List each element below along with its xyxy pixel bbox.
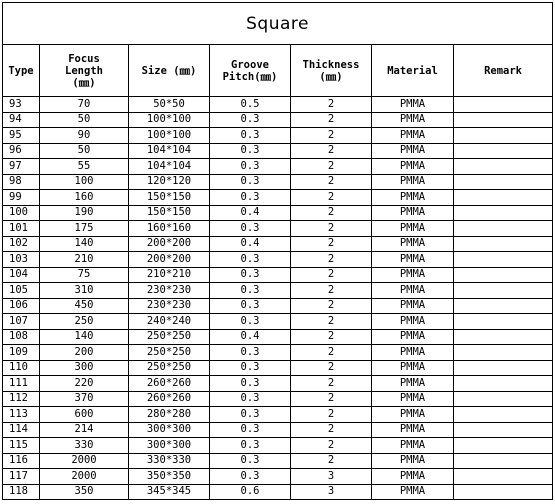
cell-remark (454, 143, 553, 159)
spec-sheet (2, 2, 552, 500)
cell-type: 98 (3, 174, 40, 190)
cell-type: 102 (3, 236, 40, 252)
cell-size: 330*330 (129, 453, 210, 469)
cell-thickness: 2 (291, 422, 372, 438)
cell-type: 106 (3, 298, 40, 314)
cell-focus-length: 330 (40, 438, 129, 454)
cell-type: 118 (3, 484, 40, 500)
cell-size: 104*104 (129, 143, 210, 159)
cell-focus-length: 100 (40, 174, 129, 190)
cell-remark (454, 438, 553, 454)
column-header-focus-length (40, 45, 129, 97)
column-header-type (3, 45, 40, 97)
table-row (3, 407, 553, 423)
column-header-line: Groove (231, 58, 269, 71)
square-lens-table (2, 2, 553, 500)
cell-size: 210*210 (129, 267, 210, 283)
cell-focus-length: 90 (40, 128, 129, 144)
cell-size: 100*100 (129, 112, 210, 128)
cell-focus-length: 350 (40, 484, 129, 500)
cell-thickness: 2 (291, 159, 372, 175)
cell-remark (454, 283, 553, 299)
cell-size: 150*150 (129, 190, 210, 206)
cell-remark (454, 422, 553, 438)
cell-material: PMMA (372, 252, 454, 268)
cell-remark (454, 469, 553, 485)
cell-thickness: 2 (291, 128, 372, 144)
cell-groove-pitch: 0.3 (210, 174, 291, 190)
cell-groove-pitch: 0.5 (210, 97, 291, 113)
cell-size: 230*230 (129, 298, 210, 314)
column-header-line: (㎜) (72, 76, 96, 89)
cell-remark (454, 345, 553, 361)
cell-type: 99 (3, 190, 40, 206)
cell-size: 260*260 (129, 376, 210, 392)
cell-type: 107 (3, 314, 40, 330)
cell-focus-length: 50 (40, 112, 129, 128)
cell-groove-pitch: 0.3 (210, 112, 291, 128)
table-body (3, 97, 553, 500)
cell-type: 101 (3, 221, 40, 237)
cell-material: PMMA (372, 267, 454, 283)
cell-focus-length: 2000 (40, 469, 129, 485)
table-row (3, 236, 553, 252)
cell-focus-length: 300 (40, 360, 129, 376)
cell-groove-pitch: 0.3 (210, 360, 291, 376)
cell-groove-pitch: 0.3 (210, 314, 291, 330)
cell-thickness: 2 (291, 174, 372, 190)
cell-size: 250*250 (129, 329, 210, 345)
cell-groove-pitch: 0.3 (210, 298, 291, 314)
table-row (3, 298, 553, 314)
table-row (3, 360, 553, 376)
cell-groove-pitch: 0.3 (210, 469, 291, 485)
table-row (3, 376, 553, 392)
cell-thickness: 2 (291, 438, 372, 454)
table-row (3, 345, 553, 361)
cell-thickness: 2 (291, 298, 372, 314)
cell-focus-length: 50 (40, 143, 129, 159)
cell-material: PMMA (372, 360, 454, 376)
cell-size: 100*100 (129, 128, 210, 144)
cell-type: 109 (3, 345, 40, 361)
table-row (3, 267, 553, 283)
cell-groove-pitch: 0.3 (210, 438, 291, 454)
cell-size: 250*250 (129, 345, 210, 361)
cell-thickness: 2 (291, 221, 372, 237)
cell-material: PMMA (372, 283, 454, 299)
cell-type: 93 (3, 97, 40, 113)
cell-material: PMMA (372, 314, 454, 330)
cell-remark (454, 360, 553, 376)
cell-groove-pitch: 0.3 (210, 391, 291, 407)
table-row (3, 128, 553, 144)
cell-remark (454, 190, 553, 206)
column-header-line: Type (8, 64, 34, 77)
cell-material: PMMA (372, 236, 454, 252)
cell-thickness: 2 (291, 97, 372, 113)
cell-remark (454, 128, 553, 144)
cell-thickness: 2 (291, 453, 372, 469)
cell-focus-length: 450 (40, 298, 129, 314)
cell-remark (454, 221, 553, 237)
table-title: Square (3, 3, 553, 45)
column-header-line: Pitch(㎜) (222, 70, 278, 83)
cell-focus-length: 70 (40, 97, 129, 113)
cell-material: PMMA (372, 422, 454, 438)
cell-thickness: 2 (291, 391, 372, 407)
column-header-line: Size (㎜) (141, 64, 197, 77)
cell-focus-length: 600 (40, 407, 129, 423)
cell-groove-pitch: 0.3 (210, 453, 291, 469)
cell-thickness: 2 (291, 205, 372, 221)
table-row (3, 190, 553, 206)
cell-focus-length: 2000 (40, 453, 129, 469)
cell-focus-length: 190 (40, 205, 129, 221)
table-row (3, 205, 553, 221)
cell-remark (454, 205, 553, 221)
cell-material: PMMA (372, 298, 454, 314)
cell-size: 150*150 (129, 205, 210, 221)
cell-thickness: 2 (291, 329, 372, 345)
column-header-line: Thickness (302, 58, 360, 71)
column-header-thickness (291, 45, 372, 97)
cell-material: PMMA (372, 174, 454, 190)
table-row (3, 422, 553, 438)
cell-remark (454, 298, 553, 314)
cell-type: 97 (3, 159, 40, 175)
cell-type: 100 (3, 205, 40, 221)
cell-size: 300*300 (129, 438, 210, 454)
cell-groove-pitch: 0.4 (210, 329, 291, 345)
table-row (3, 221, 553, 237)
cell-type: 114 (3, 422, 40, 438)
cell-size: 230*230 (129, 283, 210, 299)
cell-material: PMMA (372, 97, 454, 113)
cell-size: 160*160 (129, 221, 210, 237)
cell-size: 240*240 (129, 314, 210, 330)
cell-groove-pitch: 0.3 (210, 252, 291, 268)
cell-focus-length: 140 (40, 236, 129, 252)
header-row (3, 45, 553, 97)
cell-thickness: 2 (291, 314, 372, 330)
column-header-line: Remark (484, 64, 523, 77)
cell-thickness: 3 (291, 469, 372, 485)
cell-focus-length: 55 (40, 159, 129, 175)
table-row (3, 391, 553, 407)
cell-type: 116 (3, 453, 40, 469)
cell-type: 115 (3, 438, 40, 454)
cell-focus-length: 175 (40, 221, 129, 237)
table-row (3, 314, 553, 330)
cell-focus-length: 160 (40, 190, 129, 206)
cell-remark (454, 391, 553, 407)
cell-focus-length: 370 (40, 391, 129, 407)
cell-type: 96 (3, 143, 40, 159)
cell-remark (454, 267, 553, 283)
cell-material: PMMA (372, 453, 454, 469)
cell-focus-length: 250 (40, 314, 129, 330)
cell-focus-length: 200 (40, 345, 129, 361)
cell-groove-pitch: 0.3 (210, 345, 291, 361)
cell-type: 104 (3, 267, 40, 283)
cell-remark (454, 329, 553, 345)
table-row (3, 484, 553, 500)
cell-material: PMMA (372, 484, 454, 500)
cell-material: PMMA (372, 112, 454, 128)
cell-material: PMMA (372, 159, 454, 175)
column-header-line: (㎜) (319, 70, 343, 83)
cell-size: 260*260 (129, 391, 210, 407)
cell-type: 94 (3, 112, 40, 128)
cell-focus-length: 220 (40, 376, 129, 392)
cell-groove-pitch: 0.4 (210, 205, 291, 221)
cell-type: 112 (3, 391, 40, 407)
cell-remark (454, 159, 553, 175)
column-header-line: Material (387, 64, 438, 77)
cell-groove-pitch: 0.3 (210, 407, 291, 423)
cell-focus-length: 214 (40, 422, 129, 438)
cell-remark (454, 314, 553, 330)
cell-material: PMMA (372, 407, 454, 423)
cell-remark (454, 236, 553, 252)
cell-remark (454, 97, 553, 113)
cell-type: 113 (3, 407, 40, 423)
table-row (3, 159, 553, 175)
cell-remark (454, 407, 553, 423)
cell-groove-pitch: 0.3 (210, 128, 291, 144)
cell-material: PMMA (372, 345, 454, 361)
table-row (3, 97, 553, 113)
cell-groove-pitch: 0.3 (210, 283, 291, 299)
column-header-groove-pitch (210, 45, 291, 97)
cell-focus-length: 140 (40, 329, 129, 345)
cell-thickness: 2 (291, 252, 372, 268)
cell-groove-pitch: 0.3 (210, 267, 291, 283)
cell-groove-pitch: 0.6 (210, 484, 291, 500)
cell-focus-length: 210 (40, 252, 129, 268)
cell-size: 50*50 (129, 97, 210, 113)
cell-material: PMMA (372, 376, 454, 392)
cell-groove-pitch: 0.3 (210, 190, 291, 206)
cell-material: PMMA (372, 469, 454, 485)
cell-remark (454, 174, 553, 190)
cell-size: 104*104 (129, 159, 210, 175)
cell-material: PMMA (372, 190, 454, 206)
cell-thickness: 2 (291, 283, 372, 299)
column-header-line: Length (65, 64, 103, 77)
cell-thickness: 2 (291, 360, 372, 376)
column-header-material (372, 45, 454, 97)
cell-size: 250*250 (129, 360, 210, 376)
cell-focus-length: 75 (40, 267, 129, 283)
cell-size: 120*120 (129, 174, 210, 190)
cell-groove-pitch: 0.3 (210, 221, 291, 237)
cell-remark (454, 376, 553, 392)
table-row (3, 453, 553, 469)
column-header-remark (454, 45, 553, 97)
cell-type: 117 (3, 469, 40, 485)
table-row (3, 469, 553, 485)
cell-groove-pitch: 0.4 (210, 236, 291, 252)
table-row (3, 329, 553, 345)
cell-type: 108 (3, 329, 40, 345)
cell-thickness: 3 (291, 484, 372, 500)
table-row (3, 283, 553, 299)
table-row (3, 174, 553, 190)
cell-focus-length: 310 (40, 283, 129, 299)
table-row (3, 252, 553, 268)
cell-remark (454, 252, 553, 268)
cell-thickness: 2 (291, 267, 372, 283)
cell-material: PMMA (372, 128, 454, 144)
cell-size: 345*345 (129, 484, 210, 500)
cell-material: PMMA (372, 221, 454, 237)
cell-type: 105 (3, 283, 40, 299)
cell-material: PMMA (372, 205, 454, 221)
cell-groove-pitch: 0.3 (210, 422, 291, 438)
cell-remark (454, 484, 553, 500)
table-row (3, 112, 553, 128)
cell-groove-pitch: 0.3 (210, 159, 291, 175)
cell-remark (454, 112, 553, 128)
cell-thickness: 2 (291, 190, 372, 206)
cell-size: 200*200 (129, 236, 210, 252)
cell-material: PMMA (372, 438, 454, 454)
cell-type: 111 (3, 376, 40, 392)
cell-thickness: 2 (291, 376, 372, 392)
column-header-line: Focus (68, 52, 100, 65)
table-row (3, 143, 553, 159)
cell-size: 200*200 (129, 252, 210, 268)
cell-material: PMMA (372, 329, 454, 345)
cell-size: 300*300 (129, 422, 210, 438)
cell-thickness: 2 (291, 407, 372, 423)
cell-thickness: 2 (291, 236, 372, 252)
cell-thickness: 2 (291, 345, 372, 361)
cell-groove-pitch: 0.3 (210, 143, 291, 159)
cell-thickness: 2 (291, 112, 372, 128)
table-row (3, 438, 553, 454)
cell-type: 95 (3, 128, 40, 144)
cell-remark (454, 453, 553, 469)
cell-thickness: 2 (291, 143, 372, 159)
cell-material: PMMA (372, 391, 454, 407)
column-header-size (129, 45, 210, 97)
cell-size: 350*350 (129, 469, 210, 485)
cell-type: 103 (3, 252, 40, 268)
cell-groove-pitch: 0.3 (210, 376, 291, 392)
cell-size: 280*280 (129, 407, 210, 423)
cell-material: PMMA (372, 143, 454, 159)
cell-type: 110 (3, 360, 40, 376)
